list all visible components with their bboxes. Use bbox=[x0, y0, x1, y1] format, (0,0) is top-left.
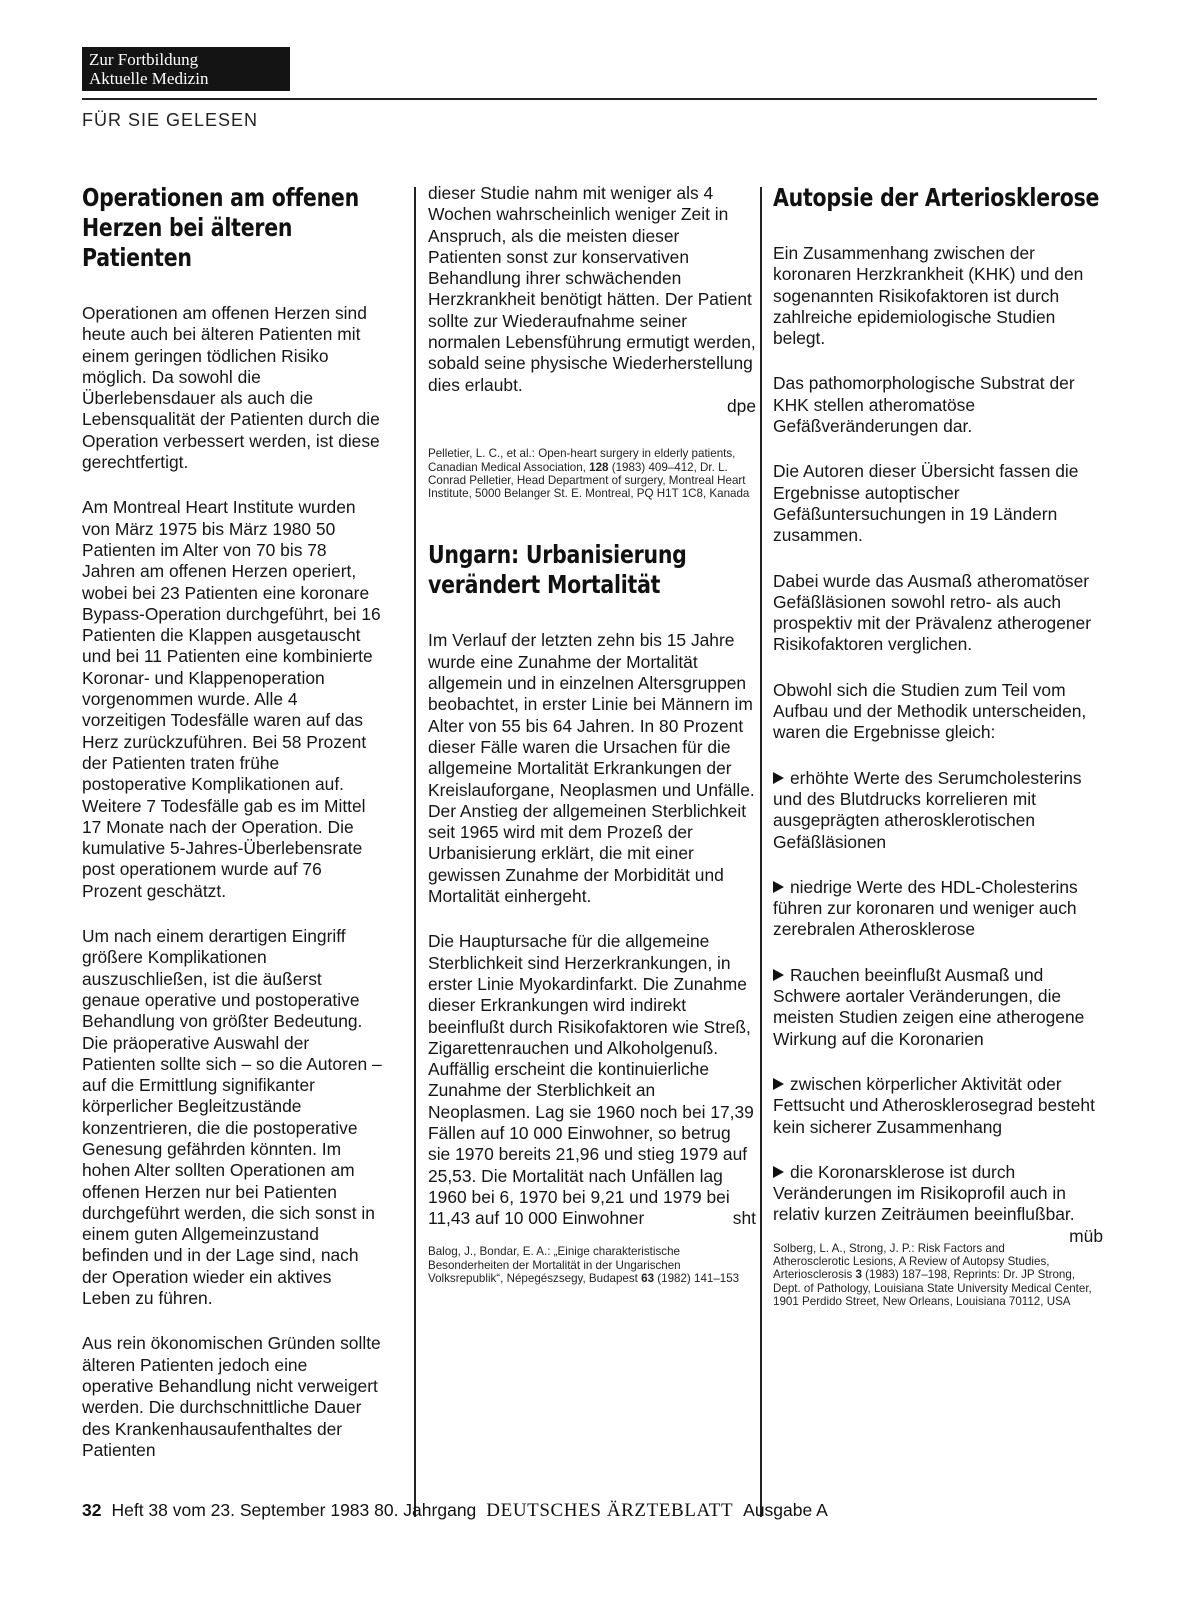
column-divider-2 bbox=[760, 187, 762, 1517]
section-label: FÜR SIE GELESEN bbox=[82, 110, 259, 130]
column-divider-1 bbox=[414, 187, 416, 1517]
article-2-paragraph-2: Die Hauptursache für die allgemeine Sterblichkeit sind Herzerkrankungen, in erster Linie Myokardinfarkt. Die Zunahme dieser Erkrankungen wird indirekt beeinflußt durch Risikofaktoren wie Streß, Zigarettenrauchen und Alkoholgenuß. Auffällig erscheint die kontinuierliche Zunahme der Sterblichkeit an Neoplasmen. Lag sie 1960 noch bei 17,39 Fällen auf 10 000 Einwohner, so betrug sie 1970 bereits 21,96 und stieg 1979 auf 25,53. Die Mortalität nach Unfällen lag 1960 bei 6, 1970 bei 9,21 und 1979 bei 11,43 auf 10 000 Einwohner sht bbox=[428, 931, 756, 1229]
article-3-title: Autopsie der Arteriosklerose bbox=[773, 183, 1100, 212]
article-2-reference: Balog, J., Bondar, E. A.: „Einige charakteristische Besonderheiten der Mortalität in der Ungarischen Volksrepublik“, Népegészsegy, Budapest 63 (1982) 141–153 bbox=[428, 1245, 740, 1286]
column-2 bbox=[428, 183, 756, 1325]
article-3-paragraph-5: Obwohl sich die Studien zum Teil vom Aufbau und der Methodik unterscheiden, waren die Ergebnisse gleich: bbox=[773, 679, 1087, 743]
article-1-paragraph-2: Am Montreal Heart Institute wurden von März 1975 bis März 1980 50 Patienten im Alter von 70 bis 78 Jahren am offenen Herzen operiert, wobei bei 23 Patienten eine koronare Bypass-Operation durchgeführt, bei 16 Patienten die Klappen ausgetauscht und bei 11 Patienten eine kombinierte Koronar- und Klappenoperation vorgenommen wurde. Alle 4 vorzeitigen Todesfälle waren auf das Herz zurückzuführen. Bei 58 Prozent der Patienten traten frühe postoperative Komplikationen auf. Weitere 7 Todesfälle gab es im Mittel 17 Monate nach der Operation. Die kumulative 5-Jahres-Überlebensrate post operationem wurde auf 76 Prozent geschätzt. bbox=[82, 497, 381, 901]
article-2-paragraph-1: Im Verlauf der letzten zehn bis 15 Jahre wurde eine Zunahme der Mortalität allgemein und in einzelnen Altersgruppen beobachtet, in erster Linie bei Männern im Alter von 55 bis 64 Jahren. In 80 Prozent dieser Fälle waren die Ursachen für die allgemeine Mortalität Erkrankungen der Kreislauforgane, Neoplasmen und Unfälle. Der Anstieg der allgemeinen Sterblichkeit seit 1965 wird mit dem Prozeß der Urbanisierung erklärt, die mit einer gewissen Zunahme der Morbidität und Mortalität einhergeht. bbox=[428, 630, 755, 907]
article-1-paragraph-1: Operationen am offenen Herzen sind heute auch bei älteren Patienten mit einem geringen tödlichen Risiko möglich. Da sowohl die Überlebensdauer als auch die Lebensqualität der Patienten durch die Operation verbessert werden, ist diese gerechtfertigt. bbox=[82, 303, 380, 473]
article-1-title: Operationen am offenen Herzen bei älteren Patienten bbox=[82, 183, 359, 272]
masthead-line-2: Aktuelle Medizin bbox=[89, 69, 209, 88]
article-3-reference: Solberg, L. A., Strong, J. P.: Risk Factors and Atherosclerotic Lesions, A Review of Autopsy Studies, Arteriosclerosis 3 (1983) 187–198, Reprints: Dr. JP Strong, Dept. of Pathology, Louisiana State University Medical Center, 1901 Perdido Street, New Orleans, Louisiana 70112, USA bbox=[773, 1241, 1092, 1308]
triangle-bullet-icon bbox=[773, 969, 784, 981]
article-1-paragraph-4: Aus rein ökonomischen Gründen sollte älteren Patienten jedoch eine operative Behandlung nicht verweigert werden. Die durchschnittliche Dauer des Krankenhausaufenthaltes der Patienten bbox=[82, 1333, 381, 1460]
article-3-paragraph-2: Das pathomorphologische Substrat der KHK stellen atheromatöse Gefäßveränderungen dar. bbox=[773, 373, 1075, 437]
triangle-bullet-icon bbox=[773, 1078, 784, 1090]
article-3-signature: müb bbox=[1069, 1225, 1103, 1246]
page-footer bbox=[82, 1500, 828, 1522]
article-2-signature: sht bbox=[732, 1208, 756, 1229]
edition: Ausgabe A bbox=[743, 1500, 828, 1520]
journal-name: DEUTSCHES ÄRZTEBLATT bbox=[486, 1500, 734, 1521]
triangle-bullet-icon bbox=[773, 881, 784, 893]
bullet-item: die Koronarsklerose ist durch Veränderungen im Risikoprofil auch in relativ kurzen Zeiträumen beeinflußbar. müb bbox=[773, 1161, 1103, 1246]
issue-info: Heft 38 vom 23. September 1983 80. Jahrgang bbox=[111, 1500, 477, 1520]
top-rule bbox=[82, 98, 1097, 100]
bullet-item: erhöhte Werte des Serumcholesterins und des Blutdrucks korrelieren mit ausgeprägten atherosklerotischen Gefäßläsionen bbox=[773, 767, 1082, 852]
article-1-paragraph-3: Um nach einem derartigen Eingriff größere Komplikationen auszuschließen, ist die äußerst genaue operative und postoperative Behandlung von größter Bedeutung. Die präoperative Auswahl der Patienten sollte sich – so die Autoren – auf die Ermittlung signifikanter körperlicher Begleitzustände konzentrieren, die die postoperative Genesung gefährden könnten. Im hohen Alter sollten Operationen am offenen Herzen nur bei Patienten durchgeführt werden, die sich sonst in einem guten Allgemeinzustand befinden und in der Lage sind, nach der Operation wieder ein aktives Leben zu führen. bbox=[82, 926, 382, 1309]
article-1-paragraph-5: dieser Studie nahm mit weniger als 4 Wochen wahrscheinlich weniger Zeit in Anspruch, als die meisten dieser Patienten sonst zur konservativen Behandlung ihrer schwächenden Herzkrankheit benötigt hätten. Der Patient sollte zur Wiederaufnahme seiner normalen Lebensführung ermutigt werden, sobald seine physische Wiederherstellung dies erlaubt. bbox=[428, 183, 756, 395]
article-3-paragraph-4: Dabei wurde das Ausmaß atheromatöser Gefäßläsionen sowohl retro- als auch prospektiv mit der Prävalenz atherogener Risikofaktoren verglichen. bbox=[773, 570, 1092, 655]
triangle-bullet-icon bbox=[773, 1166, 784, 1178]
column-1 bbox=[82, 183, 382, 1461]
triangle-bullet-icon bbox=[773, 772, 784, 784]
bullet-item: zwischen körperlicher Aktivität oder Fettsucht und Atherosklerosegrad besteht kein sicherer Zusammenhang bbox=[773, 1073, 1095, 1137]
article-3-paragraph-3: Die Autoren dieser Übersicht fassen die Ergebnisse autoptischer Gefäßuntersuchungen in 19 Ländern zusammen. bbox=[773, 461, 1079, 546]
bullet-item: Rauchen beeinflußt Ausmaß und Schwere aortaler Veränderungen, die meisten Studien zeigen eine atherogene Wirkung auf die Koronarien bbox=[773, 964, 1085, 1049]
masthead-line-1: Zur Fortbildung bbox=[89, 50, 199, 69]
article-1-signature: dpe bbox=[726, 395, 756, 416]
bullet-item: niedrige Werte des HDL-Cholesterins führen zur koronaren und weniger auch zerebralen Atherosklerose bbox=[773, 876, 1078, 940]
column-3 bbox=[773, 183, 1103, 1348]
article-1-reference: Pelletier, L. C., et al.: Open-heart surgery in elderly patients, Canadian Medical Association, 128 (1983) 409–412, Dr. L. Conrad Pelletier, Head Department of surgery, Montreal Heart Institute, 5000 Belanger St. E. Montreal, PQ H1T 1C8, Kanada bbox=[428, 447, 750, 501]
masthead bbox=[82, 47, 290, 91]
article-3-paragraph-1: Ein Zusammenhang zwischen der koronaren Herzkrankheit (KHK) und den sogenannten Risikofaktoren ist durch zahlreiche epidemiologische Studien belegt. bbox=[773, 243, 1084, 349]
page-number: 32 bbox=[82, 1500, 102, 1520]
article-2-title: Ungarn: Urbanisierung verändert Mortalität bbox=[428, 540, 687, 600]
